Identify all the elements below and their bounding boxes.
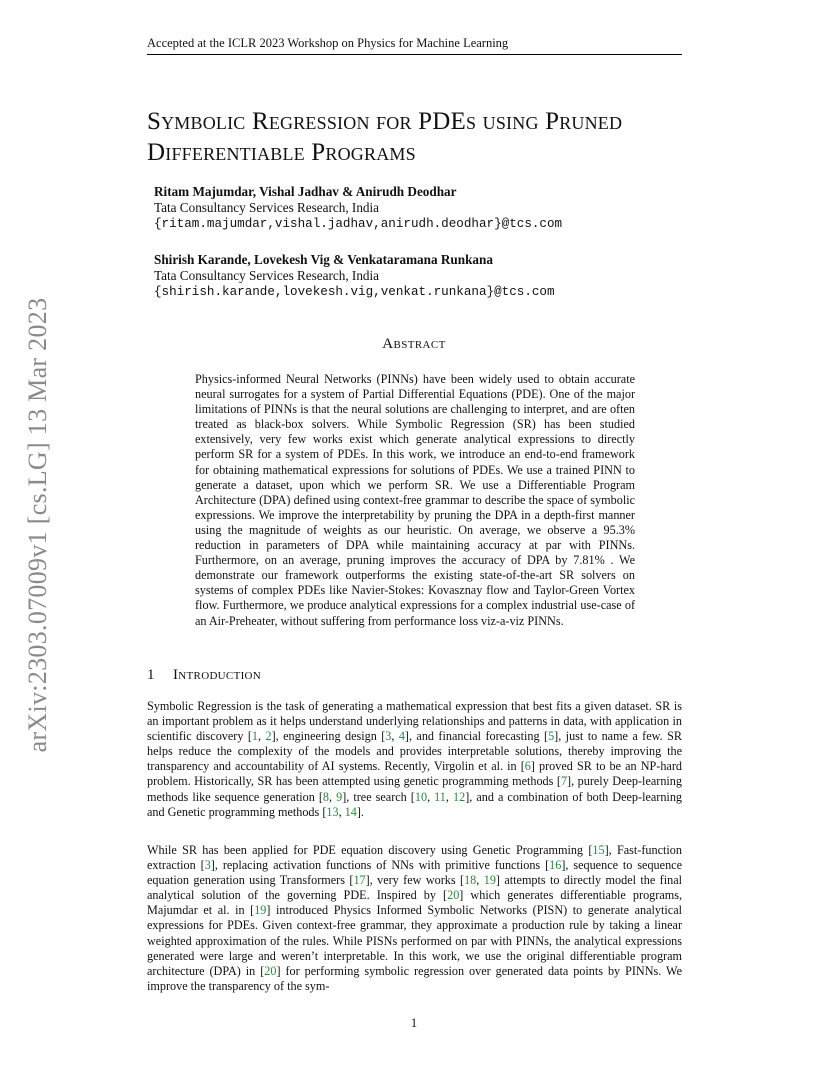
citation-link[interactable]: 5	[548, 729, 555, 744]
citation-link[interactable]: 9	[336, 789, 343, 804]
section-title: Introduction	[173, 667, 262, 683]
paper-title	[147, 106, 707, 168]
abstract-heading: Abstract	[382, 336, 446, 352]
author-affiliation: Tata Consultancy Services Research, India	[154, 268, 380, 283]
citation-link[interactable]: 18	[464, 873, 477, 888]
citation-link[interactable]: 10	[414, 789, 428, 804]
citation-link[interactable]: 1	[251, 729, 259, 744]
arxiv-id-text: arXiv:2303.07009v1 [cs.LG] 13 Mar 2023	[23, 297, 52, 753]
page-number: 1	[410, 1016, 418, 1030]
citation-link[interactable]: 20	[447, 888, 460, 903]
citation-link[interactable]: 6	[524, 759, 531, 774]
citation-link[interactable]: 3	[204, 858, 211, 873]
section-heading	[147, 667, 261, 684]
title-line-2: Differentiable Programs	[147, 139, 416, 166]
citation-link[interactable]: 20	[264, 963, 277, 978]
citation-link[interactable]: 7	[560, 774, 568, 789]
abstract-body: Physics-informed Neural Networks (PINNs) have been widely used to obtain accurate neural surrogates for a system of Partial Differential Equations (PDE). One of the major limitations of PINNs is that the neural solutions are challenging to interpret, and are often treated as black-box solvers. While Symbolic Regression (SR) has been studied extensively, very few works exist which generate analytical expressions to directly perform SR for a system of PDEs. In this work, we introduce an end-to-end framework for obtaining mathematical expressions for solutions of PDEs. We use a trained PINN to generate a dataset, upon which we perform SR. We use a Differentiable Program Architecture (DPA) defined using context-free grammar to describe the space of symbolic expressions. We improve the interpretability by pruning the DPA in a depth-first manner using the magnitude of weights as our heuristic. On average, we observe a 95.3% reduction in parameters of DPA while maintaining accuracy at par with PINNs. Furthermore, on an average, pruning improves the accuracy of DPA by 7.81% . We demonstrate our framework outperforms the existing state-of-the-art SR solvers on systems of complex PDEs like Navier-Stokes: Kovasznay flow and Taylor-Green Vortex flow. Furthermore, we produce analytical expressions for a complex industrial use-case of an Air-Preheater, without suffering from performance loss viz-a-viz PINNs.	[195, 372, 635, 628]
citation-link[interactable]: 16	[549, 858, 562, 873]
intro-paragraph-1: Symbolic Regression is the task of generating a mathematical expression that best fits a given dataset. SR is an important problem as it helps understand underlying relationships and patterns in data, with application in scientific discovery [1, 2], engineering design [3, 4], and financial forecasting [5], just to name a few. SR helps reduce the complexity of the models and provides interpretable solutions, thereby improving the transparency and accountability of AI systems. Recently, Virgolin et al. in [6] proved SR to be an NP-hard problem. Historically, SR has been attempted using genetic programming methods [7], purely Deep-learning methods like sequence generation [8, 9], tree search [10, 11, 12], and a combination of both Deep-learning and Genetic programming methods [13, 14].	[147, 699, 683, 819]
author-emails: {ritam.majumdar,vishal.jadhav,anirudh.deodhar}@tcs.com	[154, 217, 563, 231]
citation-link[interactable]: 11	[434, 789, 446, 804]
author-emails: {shirish.karande,lovekesh.vig,venkat.runkana}@tcs.com	[154, 285, 555, 299]
author-affiliation: Tata Consultancy Services Research, India	[154, 200, 380, 215]
citation-link[interactable]: 14	[344, 804, 357, 819]
section-number: 1	[147, 667, 155, 683]
citation-link[interactable]: 8	[322, 789, 329, 804]
citation-link[interactable]: 19	[483, 873, 496, 888]
citation-link[interactable]: 15	[592, 843, 605, 857]
author-group-1	[154, 184, 562, 232]
citation-link[interactable]: 2	[265, 729, 272, 744]
citation-link[interactable]: 13	[326, 804, 339, 819]
intro-paragraph-2: While SR has been applied for PDE equation discovery using Genetic Programming [15], Fast-function extraction [3], replacing activation functions of NNs with primitive functions [16], sequence to sequence equation generation using Transformers [17], very few works [18, 19] attempts to directly model the final analytical solution of the governing PDE. Inspired by [20] which generates differentiable programs, Majumdar et al. in [19] introduced Physics Informed Symbolic Networks (PISN) to generate analytical expressions for PDEs. Given context-free grammar, they approximate a production rule by taking a linear weighted approximation of the rules. While PISNs performed on par with PINNs, the analytical expressions generated were large and weren’t interpretable. In this work, we use the original differentiable program architecture (DPA) in [20] for performing symbolic regression over generated data points by PINNs. We improve the transparency of the sym-	[147, 843, 682, 993]
author-group-2	[154, 252, 555, 300]
citation-link[interactable]: 3	[385, 729, 392, 744]
citation-link[interactable]: 12	[453, 789, 466, 804]
title-line-1: Symbolic Regression for PDEs using Pruned	[147, 108, 623, 135]
running-header: Accepted at the ICLR 2023 Workshop on Physics for Machine Learning	[147, 36, 682, 55]
author-names: Shirish Karande, Lovekesh Vig & Venkataramana Runkana	[154, 252, 493, 267]
citation-link[interactable]: 19	[254, 903, 267, 918]
citation-link[interactable]: 4	[398, 729, 405, 744]
author-names: Ritam Majumdar, Vishal Jadhav & Anirudh Deodhar	[154, 184, 457, 199]
citation-link[interactable]: 17	[353, 873, 366, 888]
